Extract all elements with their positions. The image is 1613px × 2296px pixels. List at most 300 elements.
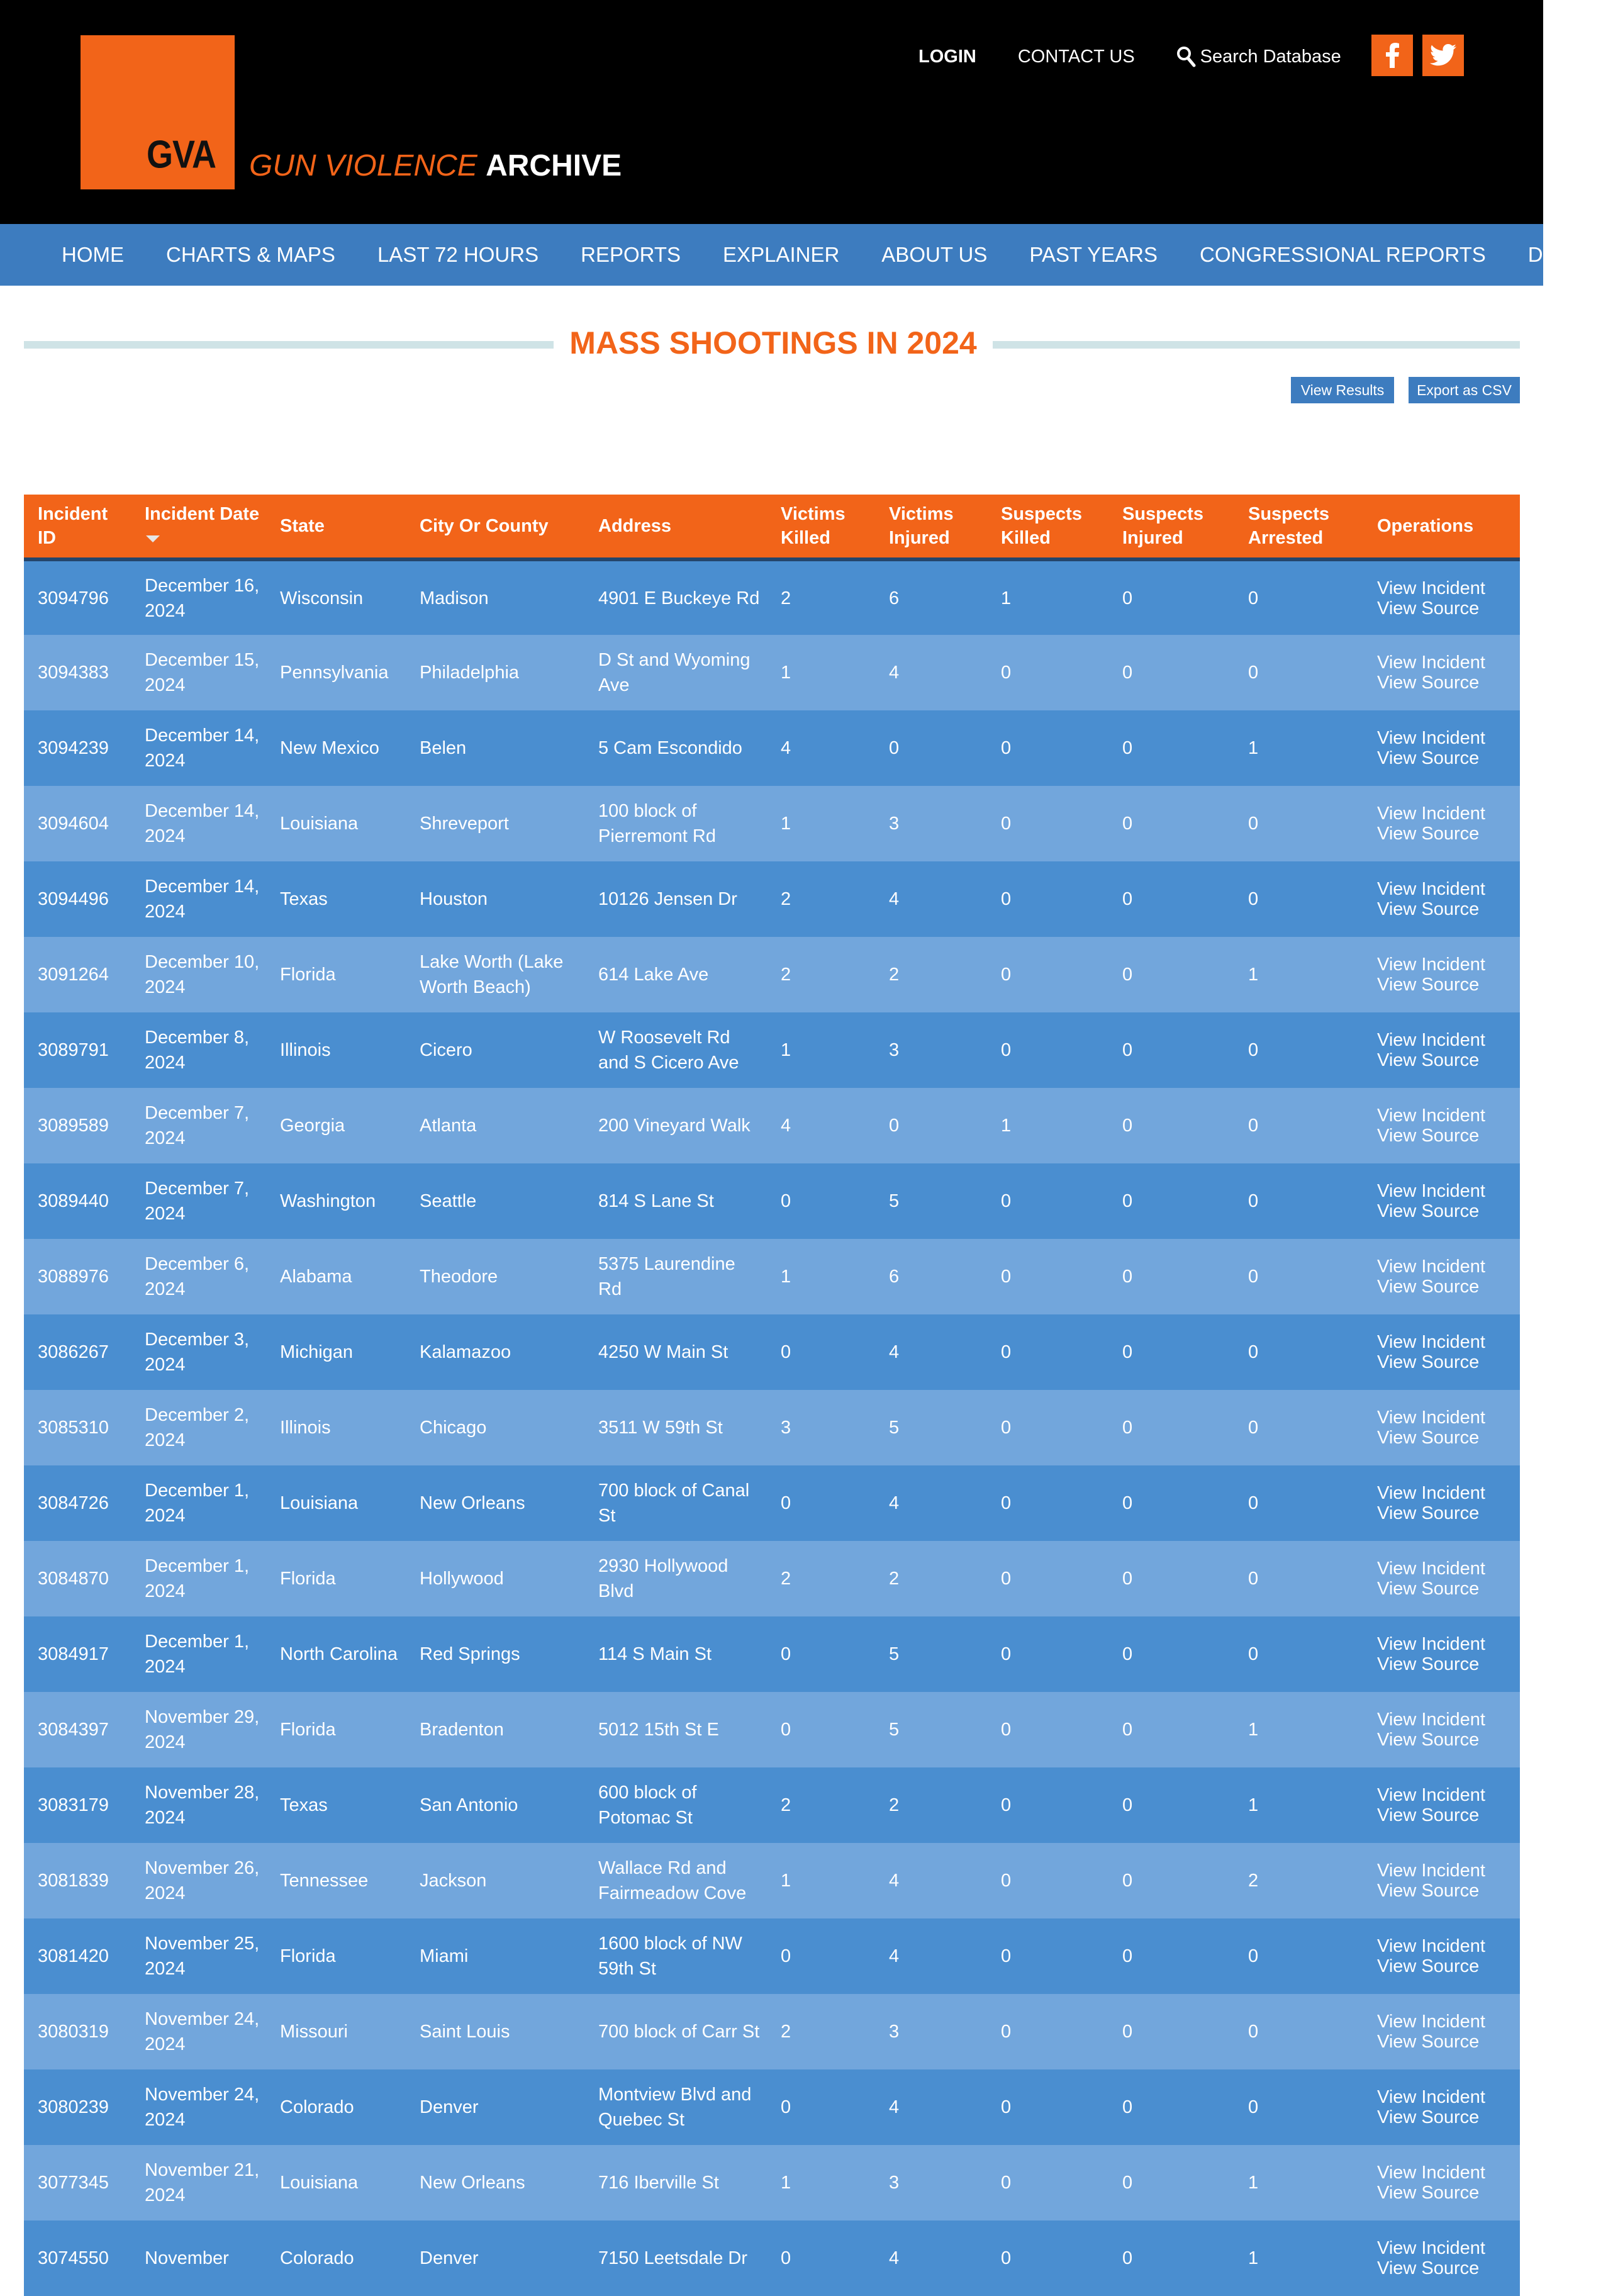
cell-city: New Orleans: [420, 2173, 525, 2193]
cell-incident-date: November 26, 2024: [145, 1858, 260, 1903]
cell-suspects-arrested: 1: [1248, 1795, 1259, 1815]
export-csv-button[interactable]: Export as CSV: [1409, 377, 1520, 403]
cell-victims-killed: 1: [781, 2173, 791, 2193]
cell-incident-id: 3094239: [38, 738, 109, 758]
cell-incident-date: December 1, 2024: [145, 1556, 250, 1601]
table-row: [24, 2220, 1520, 2296]
view-incident-link[interactable]: View Incident: [1377, 1030, 1485, 1050]
view-source-link[interactable]: View Source: [1377, 1730, 1480, 1750]
cell-address: 7150 Leetsdale Dr: [598, 2248, 747, 2268]
table-row: [24, 2145, 1520, 2220]
cell-victims-killed: 2: [781, 889, 791, 909]
cell-state: Colorado: [280, 2248, 354, 2268]
cell-state: Washington: [280, 1191, 376, 1211]
view-incident-link[interactable]: View Incident: [1377, 1106, 1485, 1126]
view-source-link[interactable]: View Source: [1377, 1956, 1480, 1976]
cell-victims-injured: 5: [889, 1191, 900, 1211]
cell-city: Philadelphia: [420, 663, 520, 683]
cell-victims-injured: 5: [889, 1418, 900, 1438]
cell-suspects-killed: 0: [1001, 1946, 1012, 1966]
view-source-link[interactable]: View Source: [1377, 598, 1480, 619]
cell-incident-date: November 28, 2024: [145, 1783, 260, 1828]
table-row: [24, 1012, 1520, 1088]
col-suspects-arrested[interactable]: [1234, 495, 1363, 559]
cell-incident-date: December 7, 2024: [145, 1103, 250, 1148]
cell-incident-id: 3084726: [38, 1493, 109, 1513]
cell-state: Florida: [280, 1946, 336, 1966]
cell-incident-id: 3084397: [38, 1720, 109, 1740]
view-source-link[interactable]: View Source: [1377, 2107, 1480, 2127]
cell-incident-id: 3084917: [38, 1644, 109, 1664]
view-source-link[interactable]: View Source: [1377, 1654, 1480, 1674]
cell-address: 700 block of Carr St: [598, 2022, 760, 2042]
view-incident-link[interactable]: View Incident: [1377, 2087, 1485, 2107]
cell-incident-id: 3086267: [38, 1342, 109, 1362]
cell-city: Shreveport: [420, 814, 509, 834]
cell-operations: [1363, 1994, 1520, 2069]
cell-suspects-arrested: 0: [1248, 814, 1259, 834]
twitter-button[interactable]: [1422, 35, 1464, 76]
site-name[interactable]: [249, 148, 622, 183]
cell-suspects-killed: 0: [1001, 889, 1012, 909]
cell-incident-id: 3080239: [38, 2097, 109, 2117]
view-source-link[interactable]: View Source: [1377, 1050, 1480, 1070]
table-header-row: [24, 495, 1520, 559]
cell-victims-killed: 2: [781, 965, 791, 985]
col-operations: [1363, 495, 1520, 559]
cell-incident-date: December 1, 2024: [145, 1481, 250, 1526]
view-source-link[interactable]: View Source: [1377, 975, 1480, 995]
view-source-link[interactable]: View Source: [1377, 1277, 1480, 1297]
cell-state: Texas: [280, 1795, 328, 1815]
cell-victims-injured: 4: [889, 2248, 900, 2268]
view-source-link[interactable]: View Source: [1377, 2258, 1480, 2278]
cell-operations: [1363, 2069, 1520, 2145]
view-source-link[interactable]: View Source: [1377, 2032, 1480, 2052]
view-incident-link[interactable]: View Incident: [1377, 879, 1485, 899]
cell-city: Madison: [420, 588, 489, 608]
cell-suspects-arrested: 1: [1248, 738, 1259, 758]
view-source-link[interactable]: View Source: [1377, 899, 1480, 919]
col-incident-date-label: Incident Date: [145, 504, 260, 524]
cell-operations: [1363, 786, 1520, 861]
cell-incident-date: December 14, 2024: [145, 725, 260, 771]
cell-victims-injured: 4: [889, 1871, 900, 1891]
table-row: [24, 1314, 1520, 1390]
cell-suspects-arrested: 0: [1248, 2097, 1259, 2117]
cell-suspects-arrested: 0: [1248, 1644, 1259, 1664]
col-state-label: State: [280, 516, 325, 536]
cell-victims-killed: 1: [781, 814, 791, 834]
search-database-link[interactable]: [1176, 46, 1341, 67]
cell-victims-injured: 4: [889, 1493, 900, 1513]
cell-victims-killed: 0: [781, 1342, 791, 1362]
cell-victims-injured: 3: [889, 814, 900, 834]
table-row: [24, 1239, 1520, 1314]
nav-congressional-reports[interactable]: CONGRESSIONAL REPORTS: [1199, 243, 1486, 266]
cell-victims-killed: 1: [781, 663, 791, 683]
cell-operations: [1363, 635, 1520, 710]
gva-logo[interactable]: [81, 35, 235, 189]
col-victims-injured-label: Victims Injured: [889, 504, 954, 548]
cell-suspects-arrested: 0: [1248, 1342, 1259, 1362]
title-divider-right: [993, 341, 1520, 349]
cell-address: Wallace Rd and Fairmeadow Cove: [598, 1858, 747, 1903]
cell-incident-id: 3089589: [38, 1116, 109, 1136]
cell-incident-id: 3081420: [38, 1946, 109, 1966]
view-incident-link[interactable]: View Incident: [1377, 1257, 1485, 1277]
cell-victims-killed: 0: [781, 2248, 791, 2268]
view-source-link[interactable]: View Source: [1377, 1579, 1480, 1599]
cell-address: 614 Lake Ave: [598, 965, 709, 985]
table-row: [24, 1088, 1520, 1163]
cell-suspects-killed: 0: [1001, 1493, 1012, 1513]
nav-last-72-hours[interactable]: LAST 72 HOURS: [377, 243, 539, 266]
incidents-table: [24, 495, 1520, 2296]
cell-incident-id: 3088976: [38, 1267, 109, 1287]
cell-suspects-injured: 0: [1122, 1191, 1133, 1211]
view-incident-link[interactable]: View Incident: [1377, 1181, 1485, 1201]
cell-city: Chicago: [420, 1418, 487, 1438]
cell-state: Wisconsin: [280, 588, 364, 608]
cell-address: 700 block of Canal St: [598, 1481, 750, 1526]
cell-victims-injured: 5: [889, 1644, 900, 1664]
view-incident-link[interactable]: View Incident: [1377, 1634, 1485, 1654]
cell-suspects-injured: 0: [1122, 965, 1133, 985]
cell-state: Texas: [280, 889, 328, 909]
cell-suspects-injured: 0: [1122, 1720, 1133, 1740]
cell-suspects-injured: 0: [1122, 1418, 1133, 1438]
table-row: [24, 786, 1520, 861]
col-victims-killed-label: Victims Killed: [781, 504, 846, 548]
cell-suspects-injured: 0: [1122, 2248, 1133, 2268]
cell-victims-injured: 2: [889, 1569, 900, 1589]
table-row: [24, 1541, 1520, 1616]
incidents-table-wrap: [24, 495, 1520, 2296]
login-link[interactable]: LOGIN: [918, 46, 976, 67]
cell-incident-date: December 15, 2024: [145, 650, 260, 695]
cell-victims-injured: 4: [889, 889, 900, 909]
cell-victims-injured: 3: [889, 2173, 900, 2193]
cell-victims-killed: 0: [781, 1644, 791, 1664]
cell-victims-killed: 0: [781, 1946, 791, 1966]
col-victims-killed[interactable]: [767, 495, 875, 559]
cell-incident-id: 3085310: [38, 1418, 109, 1438]
cell-incident-id: 3094383: [38, 663, 109, 683]
cell-state: North Carolina: [280, 1644, 398, 1664]
cell-state: Florida: [280, 1720, 336, 1740]
cell-incident-id: 3083179: [38, 1795, 109, 1815]
nav-past-years[interactable]: PAST YEARS: [1029, 243, 1158, 266]
cell-address: 3511 W 59th St: [598, 1418, 723, 1438]
sort-desc-icon: [146, 535, 160, 542]
cell-address: 10126 Jensen Dr: [598, 889, 737, 909]
cell-victims-injured: 4: [889, 1342, 900, 1362]
view-incident-link[interactable]: View Incident: [1377, 1559, 1485, 1579]
col-address[interactable]: [584, 495, 767, 559]
cell-address: 4250 W Main St: [598, 1342, 728, 1362]
cell-victims-killed: 4: [781, 738, 791, 758]
table-row: [24, 710, 1520, 786]
view-results-button[interactable]: View Results: [1291, 377, 1394, 403]
cell-state: Florida: [280, 1569, 336, 1589]
site-name-part1: GUN VIOLENCE: [249, 149, 477, 182]
cell-incident-id: 3089440: [38, 1191, 109, 1211]
cell-suspects-killed: 0: [1001, 2248, 1012, 2268]
view-incident-link[interactable]: View Incident: [1377, 2163, 1485, 2183]
cell-incident-id: 3077345: [38, 2173, 109, 2193]
table-row: [24, 1616, 1520, 1692]
cell-operations: [1363, 559, 1520, 635]
cell-victims-killed: 3: [781, 1418, 791, 1438]
view-incident-link[interactable]: View Incident: [1377, 652, 1485, 673]
col-suspects-arrested-label: Suspects Arrested: [1248, 504, 1329, 548]
cell-state: Louisiana: [280, 1493, 359, 1513]
cell-victims-injured: 0: [889, 1116, 900, 1136]
cell-operations: [1363, 1012, 1520, 1088]
table-row: [24, 635, 1520, 710]
cell-address: 5012 15th St E: [598, 1720, 719, 1740]
site-header: [0, 0, 1543, 224]
cell-incident-id: 3074550: [38, 2248, 109, 2268]
cell-address: 200 Vineyard Walk: [598, 1116, 751, 1136]
table-row: [24, 1918, 1520, 1994]
view-source-link[interactable]: View Source: [1377, 2183, 1480, 2203]
cell-suspects-injured: 0: [1122, 1040, 1133, 1060]
cell-city: New Orleans: [420, 1493, 525, 1513]
cell-suspects-injured: 0: [1122, 1493, 1133, 1513]
cell-suspects-killed: 0: [1001, 1720, 1012, 1740]
cell-victims-killed: 1: [781, 1871, 791, 1891]
cell-incident-id: 3080319: [38, 2022, 109, 2042]
cell-address: 4901 E Buckeye Rd: [598, 588, 760, 608]
cell-victims-killed: 0: [781, 1191, 791, 1211]
cell-city: Hollywood: [420, 1569, 504, 1589]
cell-suspects-arrested: 0: [1248, 1493, 1259, 1513]
cell-state: Illinois: [280, 1418, 331, 1438]
view-source-link[interactable]: View Source: [1377, 1201, 1480, 1221]
cell-suspects-injured: 0: [1122, 1644, 1133, 1664]
col-city-label: City Or County: [420, 516, 549, 536]
table-row: [24, 1692, 1520, 1767]
cell-operations: [1363, 1767, 1520, 1843]
view-incident-link[interactable]: View Incident: [1377, 1408, 1485, 1428]
col-incident-id-label: Incident ID: [38, 504, 108, 548]
cell-suspects-killed: 0: [1001, 738, 1012, 758]
cell-address: W Roosevelt Rd and S Cicero Ave: [598, 1028, 739, 1073]
main-nav: [0, 224, 1613, 286]
cell-incident-date: December 1, 2024: [145, 1632, 250, 1677]
search-database-label: Search Database: [1200, 46, 1341, 67]
cell-suspects-arrested: 0: [1248, 1267, 1259, 1287]
cell-address: Montview Blvd and Quebec St: [598, 2085, 752, 2130]
cell-suspects-killed: 0: [1001, 1795, 1012, 1815]
cell-incident-date: December 7, 2024: [145, 1179, 250, 1224]
cell-suspects-arrested: 0: [1248, 1116, 1259, 1136]
view-source-link[interactable]: View Source: [1377, 748, 1480, 768]
facebook-icon: [1385, 43, 1400, 68]
cell-city: Houston: [420, 889, 488, 909]
view-incident-link[interactable]: View Incident: [1377, 2238, 1485, 2258]
cell-victims-injured: 0: [889, 738, 900, 758]
cell-suspects-killed: 0: [1001, 1644, 1012, 1664]
cell-victims-injured: 4: [889, 1946, 900, 1966]
col-victims-injured[interactable]: [875, 495, 987, 559]
view-source-link[interactable]: View Source: [1377, 1805, 1480, 1825]
view-incident-link[interactable]: View Incident: [1377, 1332, 1485, 1352]
cell-suspects-arrested: 0: [1248, 1191, 1259, 1211]
cell-suspects-injured: 0: [1122, 1267, 1133, 1287]
view-incident-link[interactable]: View Incident: [1377, 728, 1485, 748]
cell-operations: [1363, 1163, 1520, 1239]
cell-operations: [1363, 1465, 1520, 1541]
cell-city: San Antonio: [420, 1795, 518, 1815]
cell-victims-killed: 2: [781, 1795, 791, 1815]
cell-incident-id: 3089791: [38, 1040, 109, 1060]
title-divider-left: [24, 341, 554, 349]
view-source-link[interactable]: View Source: [1377, 673, 1480, 693]
cell-city: Lake Worth (Lake Worth Beach): [420, 952, 564, 997]
table-row: [24, 1767, 1520, 1843]
cell-address: 5375 Laurendine Rd: [598, 1254, 735, 1299]
cell-address: 716 Iberville St: [598, 2173, 719, 2193]
cell-suspects-injured: 0: [1122, 1946, 1133, 1966]
cell-city: Bradenton: [420, 1720, 504, 1740]
cell-victims-killed: 4: [781, 1116, 791, 1136]
nav-charts-maps[interactable]: CHARTS & MAPS: [166, 243, 335, 266]
cell-victims-injured: 2: [889, 1795, 900, 1815]
view-incident-link[interactable]: View Incident: [1377, 955, 1485, 975]
cell-suspects-arrested: 0: [1248, 663, 1259, 683]
cell-suspects-killed: 0: [1001, 1267, 1012, 1287]
view-incident-link[interactable]: View Incident: [1377, 1483, 1485, 1503]
cell-suspects-injured: 0: [1122, 889, 1133, 909]
view-source-link[interactable]: View Source: [1377, 824, 1480, 844]
col-incident-id[interactable]: [24, 495, 131, 559]
cell-address: 100 block of Pierremont Rd: [598, 801, 716, 846]
cell-incident-id: 3094496: [38, 889, 109, 909]
page-title-row: [24, 320, 1520, 370]
view-source-link[interactable]: View Source: [1377, 1352, 1480, 1372]
cell-operations: [1363, 2145, 1520, 2220]
cell-address: 2930 Hollywood Blvd: [598, 1556, 728, 1601]
cell-victims-injured: 6: [889, 1267, 900, 1287]
nav-donate[interactable]: DONATE: [1527, 243, 1613, 266]
cell-suspects-arrested: 0: [1248, 889, 1259, 909]
cell-incident-date: December 3, 2024: [145, 1330, 250, 1375]
cell-incident-id: 3094796: [38, 588, 109, 608]
view-source-link[interactable]: View Source: [1377, 1881, 1480, 1901]
cell-victims-injured: 6: [889, 588, 900, 608]
col-suspects-injured[interactable]: [1108, 495, 1234, 559]
top-links: [918, 44, 1385, 69]
cell-suspects-killed: 0: [1001, 2022, 1012, 2042]
cell-incident-date: November 21, 2024: [145, 2160, 260, 2205]
cell-incident-id: 3094604: [38, 814, 109, 834]
cell-operations: [1363, 2220, 1520, 2296]
cell-suspects-killed: 0: [1001, 1191, 1012, 1211]
col-incident-date[interactable]: [131, 495, 266, 559]
cell-state: Louisiana: [280, 2173, 359, 2193]
cell-state: Louisiana: [280, 814, 359, 834]
cell-city: Saint Louis: [420, 2022, 510, 2042]
view-incident-link[interactable]: View Incident: [1377, 1936, 1485, 1956]
cell-incident-date: November 24, 2024: [145, 2085, 260, 2130]
view-incident-link[interactable]: View Incident: [1377, 1785, 1485, 1805]
cell-city: Red Springs: [420, 1644, 520, 1664]
cell-incident-id: 3081839: [38, 1871, 109, 1891]
cell-suspects-arrested: 0: [1248, 2022, 1259, 2042]
cell-victims-injured: 5: [889, 1720, 900, 1740]
table-row: [24, 2069, 1520, 2145]
view-source-link[interactable]: View Source: [1377, 1428, 1480, 1448]
cell-suspects-injured: 0: [1122, 2173, 1133, 2193]
nav-explainer[interactable]: EXPLAINER: [723, 243, 840, 266]
page-title: MASS SHOOTINGS IN 2024: [569, 325, 977, 361]
cell-incident-date: November: [145, 2248, 229, 2268]
cell-operations: [1363, 861, 1520, 937]
cell-operations: [1363, 1692, 1520, 1767]
cell-state: Missouri: [280, 2022, 348, 2042]
facebook-button[interactable]: [1371, 35, 1413, 76]
col-city[interactable]: [406, 495, 584, 559]
cell-incident-date: December 14, 2024: [145, 801, 260, 846]
cell-city: Cicero: [420, 1040, 472, 1060]
view-incident-link[interactable]: View Incident: [1377, 804, 1485, 824]
cell-city: Kalamazoo: [420, 1342, 511, 1362]
cell-operations: [1363, 1239, 1520, 1314]
table-row: [24, 1843, 1520, 1918]
nav-home[interactable]: HOME: [62, 243, 124, 266]
view-incident-link[interactable]: View Incident: [1377, 1710, 1485, 1730]
view-source-link[interactable]: View Source: [1377, 1503, 1480, 1523]
cell-suspects-killed: 0: [1001, 663, 1012, 683]
col-suspects-killed[interactable]: [987, 495, 1108, 559]
col-address-label: Address: [598, 516, 672, 536]
table-row: [24, 1994, 1520, 2069]
view-incident-link[interactable]: View Incident: [1377, 1861, 1485, 1881]
cell-address: 114 S Main St: [598, 1644, 712, 1664]
view-source-link[interactable]: View Source: [1377, 1126, 1480, 1146]
cell-city: Denver: [420, 2097, 479, 2117]
col-suspects-killed-label: Suspects Killed: [1001, 504, 1082, 548]
nav-about-us[interactable]: ABOUT US: [881, 243, 988, 266]
cell-victims-killed: 2: [781, 2022, 791, 2042]
cell-suspects-injured: 0: [1122, 663, 1133, 683]
search-icon: [1176, 46, 1197, 67]
logo-letters: GVA: [146, 133, 216, 177]
cell-suspects-arrested: 1: [1248, 965, 1259, 985]
view-incident-link[interactable]: View Incident: [1377, 578, 1485, 598]
cell-suspects-arrested: 1: [1248, 2248, 1259, 2268]
cell-suspects-arrested: 1: [1248, 1720, 1259, 1740]
cell-incident-date: December 8, 2024: [145, 1028, 250, 1073]
cell-suspects-killed: 0: [1001, 1871, 1012, 1891]
cell-operations: [1363, 937, 1520, 1012]
col-state[interactable]: [266, 495, 406, 559]
cell-suspects-killed: 0: [1001, 1418, 1012, 1438]
contact-link[interactable]: CONTACT US: [1017, 46, 1135, 67]
cell-state: Pennsylvania: [280, 663, 389, 683]
nav-reports[interactable]: REPORTS: [581, 243, 681, 266]
col-operations-label: Operations: [1377, 516, 1474, 536]
cell-victims-killed: 0: [781, 2097, 791, 2117]
view-incident-link[interactable]: View Incident: [1377, 2012, 1485, 2032]
cell-suspects-injured: 0: [1122, 1116, 1133, 1136]
cell-suspects-arrested: 1: [1248, 2173, 1259, 2193]
cell-suspects-killed: 0: [1001, 2173, 1012, 2193]
cell-city: Belen: [420, 738, 467, 758]
